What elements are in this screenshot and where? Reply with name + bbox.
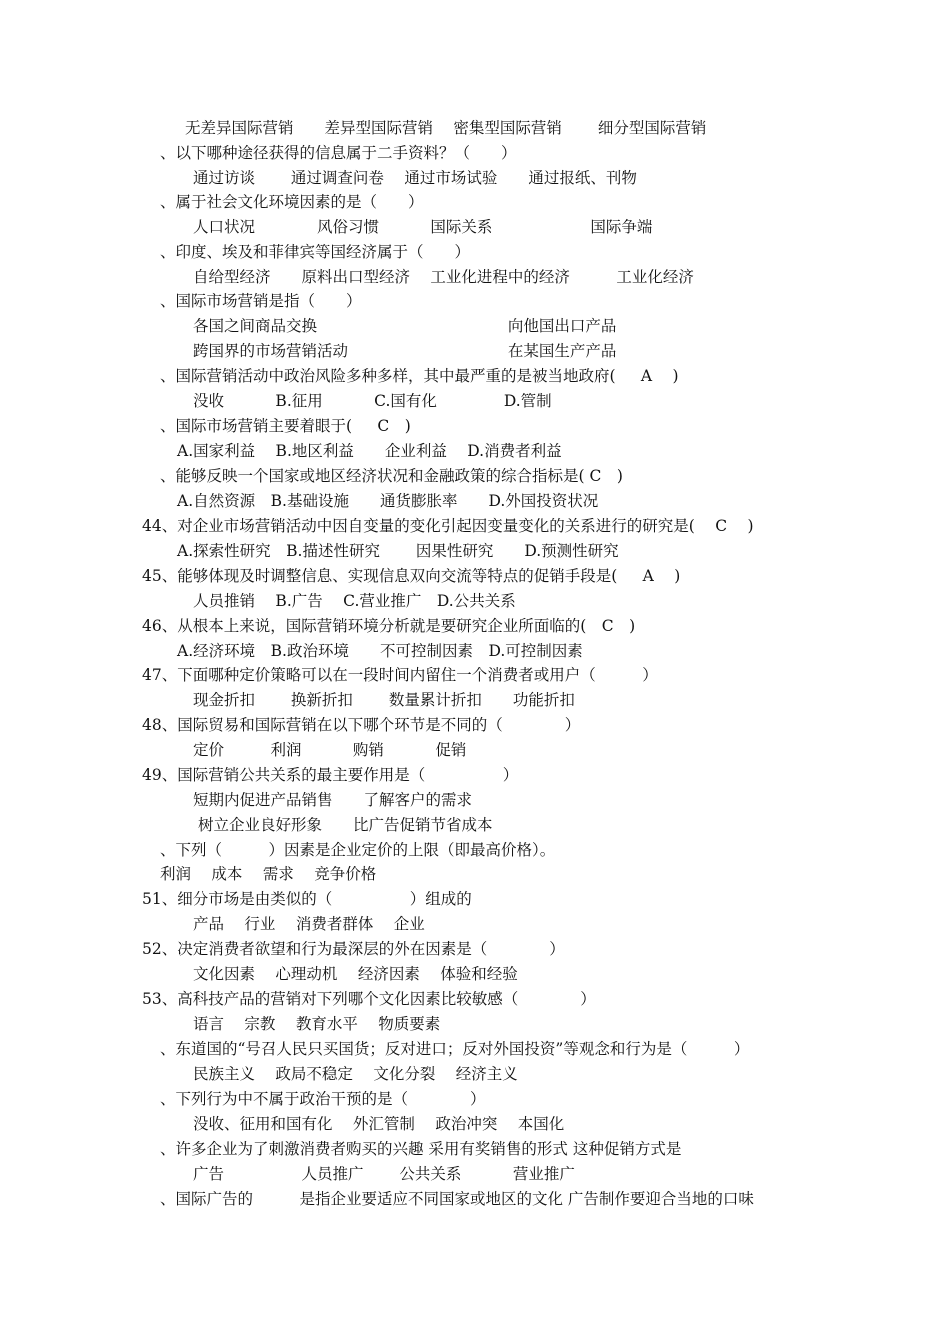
option-line: 跨国界的市场营销活动 在某国生产产品 bbox=[193, 342, 617, 360]
option-line: 无差异国际营销 差异型国际营销 密集型国际营销 细分型国际营销 bbox=[185, 119, 707, 137]
option-line: 各国之间商品交换 向他国出口产品 bbox=[193, 317, 617, 335]
question-line: 、下列（ ）因素是企业定价的上限（即最高价格）。 bbox=[160, 841, 556, 859]
option-line: 现金折扣 换新折扣 数量累计折扣 功能折扣 bbox=[193, 691, 575, 709]
option-line: A.国家利益 B.地区利益 企业利益 D.消费者利益 bbox=[177, 442, 562, 460]
option-line: 人员推销 B.广告 C.营业推广 D.公共关系 bbox=[193, 592, 516, 610]
question-line: 、国际市场营销是指（ ） bbox=[160, 292, 362, 310]
option-line: 民族主义 政局不稳定 文化分裂 经济主义 bbox=[193, 1065, 518, 1083]
option-line: 自给型经济 原料出口型经济 工业化进程中的经济 工业化经济 bbox=[193, 268, 694, 286]
option-line: 人口状况 风俗习惯 国际关系 国际争端 bbox=[193, 218, 653, 236]
question-line: 、国际市场营销主要着眼于( C ) bbox=[160, 417, 411, 435]
option-line: 没收、征用和国有化 外汇管制 政治冲突 本国化 bbox=[193, 1115, 565, 1133]
question-line: 45、能够体现及时调整信息、实现信息双向交流等特点的促销手段是( A ) bbox=[142, 567, 681, 585]
option-line: A.自然资源 B.基础设施 通货膨胀率 D.外国投资状况 bbox=[177, 492, 599, 510]
question-line: 44、对企业市场营销活动中因自变量的变化引起因变量变化的关系进行的研究是( C ) bbox=[142, 517, 754, 535]
option-line: 通过访谈 通过调查问卷 通过市场试验 通过报纸、刊物 bbox=[193, 169, 637, 187]
question-line: 51、细分市场是由类似的（ ）组成的 bbox=[142, 890, 472, 908]
option-line: 文化因素 心理动机 经济因素 体验和经验 bbox=[193, 965, 518, 983]
question-line: 、国际营销活动中政治风险多种多样，其中最严重的是被当地政府( A ) bbox=[160, 367, 679, 385]
question-line: 46、从根本上来说，国际营销环境分析就是要研究企业所面临的( C ) bbox=[142, 617, 636, 635]
question-line: 52、决定消费者欲望和行为最深层的外在因素是（ ） bbox=[142, 940, 565, 958]
question-line: 、能够反映一个国家或地区经济状况和金融政策的综合指标是( C ) bbox=[160, 467, 623, 485]
option-line: 没收 B.征用 C.国有化 D.管制 bbox=[193, 392, 552, 410]
option-line: 产品 行业 消费者群体 企业 bbox=[193, 915, 425, 933]
question-line: 48、国际贸易和国际营销在以下哪个环节是不同的（ ） bbox=[142, 716, 581, 734]
option-line: 树立企业良好形象 比广告促销节省成本 bbox=[198, 816, 493, 834]
question-line: 53、高科技产品的营销对下列哪个文化因素比较敏感（ ） bbox=[142, 990, 596, 1008]
option-line: 利润 成本 需求 竞争价格 bbox=[160, 865, 377, 883]
option-line: 广告 人员推广 公共关系 营业推广 bbox=[193, 1165, 575, 1183]
question-line: 、印度、埃及和菲律宾等国经济属于（ ） bbox=[160, 243, 471, 261]
question-line: 47、下面哪种定价策略可以在一段时间内留住一个消费者或用户（ ） bbox=[142, 666, 658, 684]
option-line: 定价 利润 购销 促销 bbox=[193, 741, 467, 759]
option-line: A.探索性研究 B.描述性研究 因果性研究 D.预测性研究 bbox=[177, 542, 619, 560]
question-line: 、以下哪种途径获得的信息属于二手资料？（ ） bbox=[160, 144, 517, 162]
question-line: 、下列行为中不属于政治干预的是（ ） bbox=[160, 1090, 486, 1108]
question-line: 、东道国的“号召人民只买国货；反对进口；反对外国投资”等观念和行为是（ ） bbox=[160, 1040, 750, 1058]
question-line: 、国际广告的 是指企业要适应不同国家或地区的文化 广告制作要迎合当地的口味 bbox=[160, 1190, 754, 1208]
option-line: 语言 宗教 教育水平 物质要素 bbox=[193, 1015, 441, 1033]
option-line: 短期内促进产品销售 了解客户的需求 bbox=[193, 791, 473, 809]
question-line: 、许多企业为了刺激消费者购买的兴趣 采用有奖销售的形式 这种促销方式是 bbox=[160, 1140, 682, 1158]
option-line: A.经济环境 B.政治环境 不可控制因素 D.可控制因素 bbox=[177, 642, 583, 660]
question-line: 49、国际营销公共关系的最主要作用是（ ） bbox=[142, 766, 519, 784]
question-line: 、属于社会文化环境因素的是（ ） bbox=[160, 193, 424, 211]
